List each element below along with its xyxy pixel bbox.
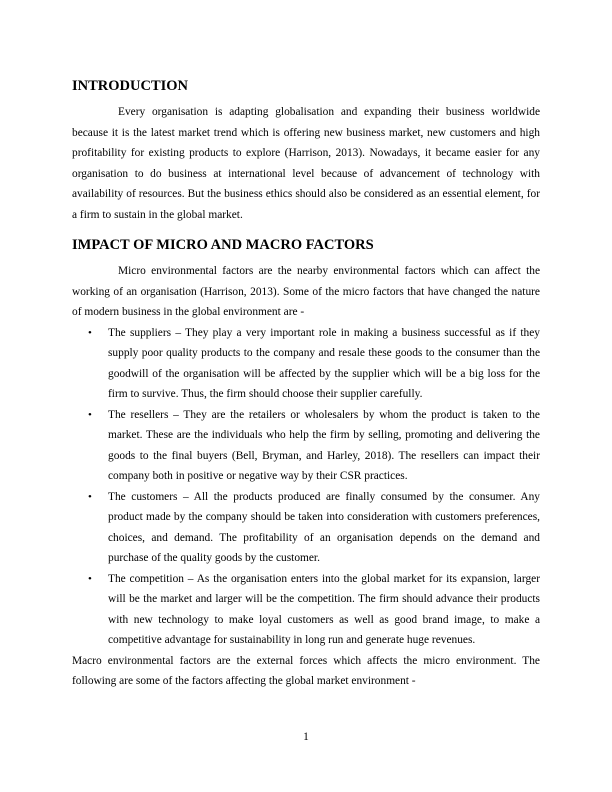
impact-intro-paragraph: Micro environmental factors are the nearby environmental factors which can affect the working of an organisation (Harrison, 2013). Some of the micro factors that have changed the nature of modern business in the global environment are -	[72, 265, 540, 318]
introduction-heading: INTRODUCTION	[72, 78, 189, 94]
list-item-customers	[72, 487, 540, 569]
page-content	[72, 76, 540, 692]
page-number: 1	[303, 731, 309, 743]
list-item-competition	[72, 569, 540, 651]
impact-heading: IMPACT OF MICRO AND MACRO FACTORS	[72, 237, 374, 253]
list-item-text: The resellers – They are the retailers or wholesalers by whom the product is taken to the market. These are the individuals who help the firm by selling, promoting and delivering the goods to the final buyers (Bell, Bryman, and Harley, 2018). The resellers can impact their company both in positive or negative way by their CSR practices.	[108, 408, 540, 482]
list-item-suppliers	[72, 323, 540, 405]
macro-factors-paragraph: Macro environmental factors are the external forces which affects the micro environment. The following are some of the factors affecting the global market environment -	[72, 654, 540, 687]
bullet-icon: •	[88, 572, 92, 585]
list-item-text: The competition – As the organisation enters into the global market for its expansion, larger will be the market and larger will be the competition. The firm should advance their products with new technology to make loyal customers as well as good brand image, to make a competitive advantage for sustainability in long run and generate huge revenues.	[108, 572, 540, 646]
bullet-icon: •	[88, 326, 92, 339]
list-item-text: The customers – All the products produced are finally consumed by the consumer. Any product made by the company should be taken into consideration with customers preferences, choices, and demand. The profitability of an organisation depends on the demand and purchase of the quality goods by the customer.	[108, 490, 540, 564]
introduction-paragraph: Every organisation is adapting globalisation and expanding their business worldwide because it is the latest market trend which is offering new business market, new customers and high profitability for existing products to explore (Harrison, 2013). Nowadays, it became easier for any organisation to do business at international level because of advancement of technology with availability of resources. But the business ethics should also be considered as an essential element, for a firm to sustain in the global market.	[72, 106, 540, 221]
micro-factors-list	[72, 323, 540, 651]
list-item-resellers	[72, 405, 540, 487]
list-item-text: The suppliers – They play a very important role in making a business successful as if they supply poor quality products to the company and resale these goods to the consumer than the goodwill of the organisation will be affected by the supplier which will be a big loss for the firm to survive. Thus, the firm should choose their supplier carefully.	[108, 326, 540, 400]
bullet-icon: •	[88, 490, 92, 503]
bullet-icon: •	[88, 408, 92, 421]
